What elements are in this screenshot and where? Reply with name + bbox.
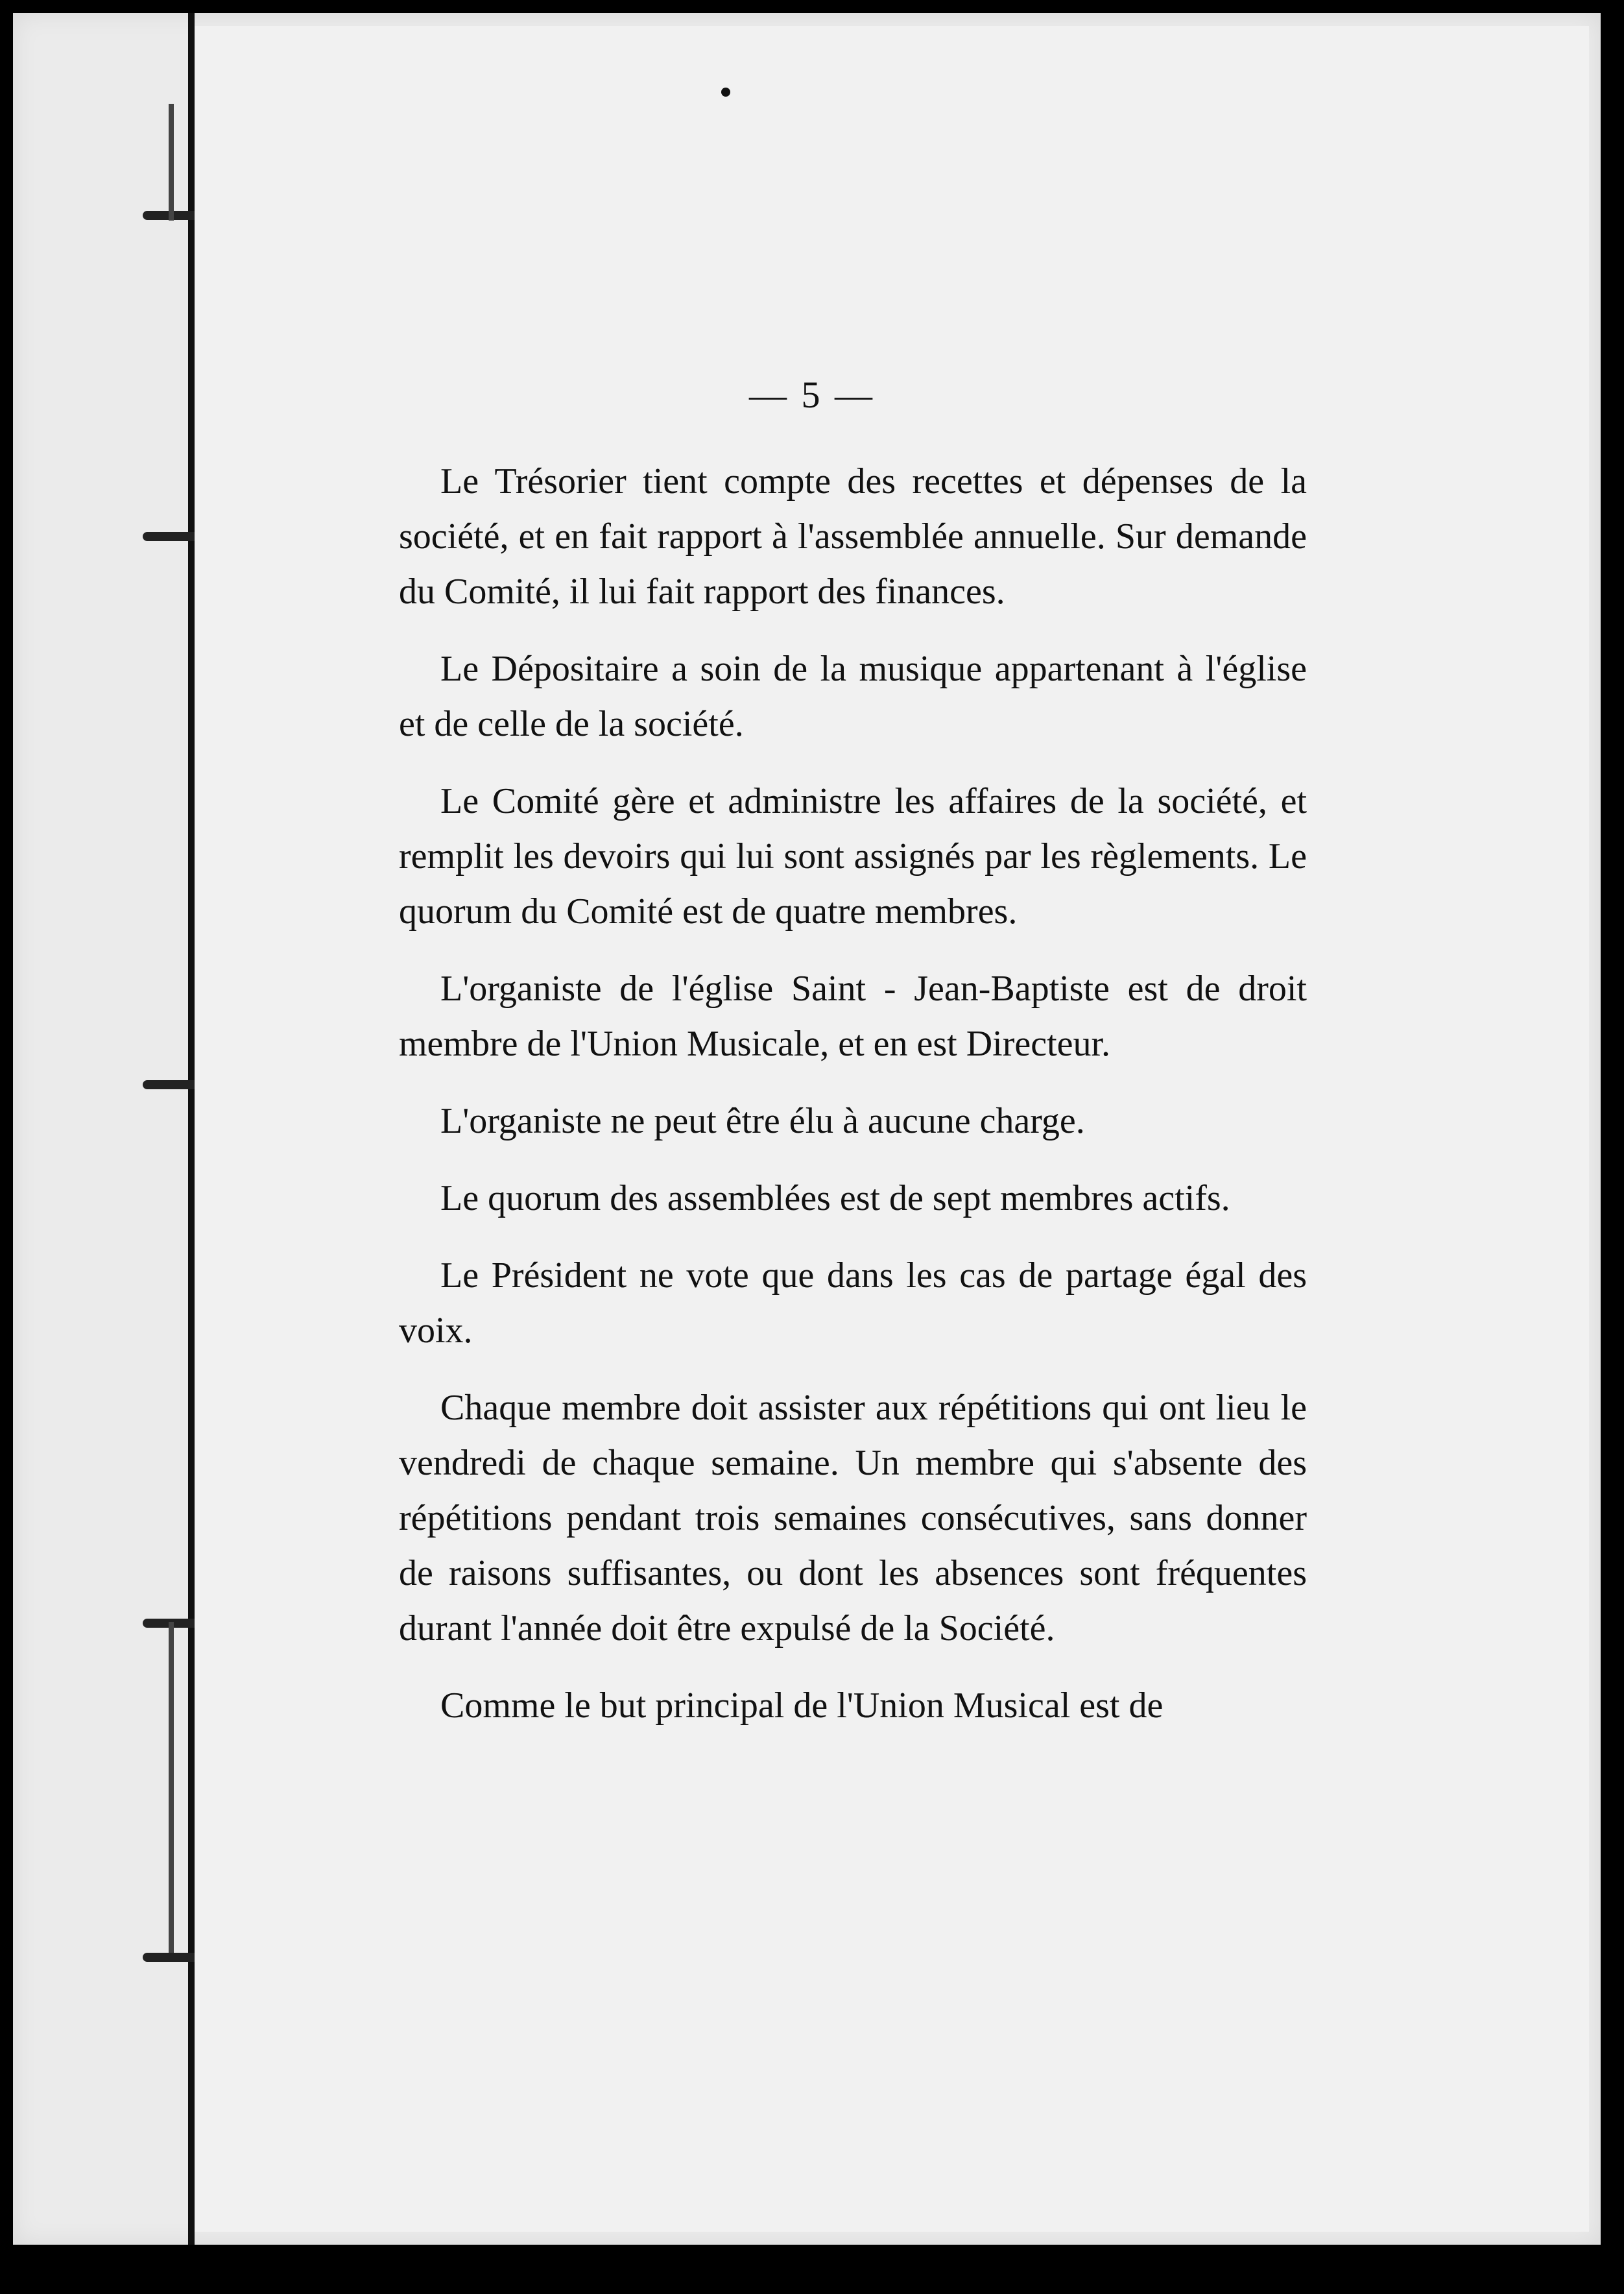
paragraph-organiste-charge: L'organiste ne peut être élu à aucune charge. — [440, 1101, 1085, 1141]
binding-thread — [169, 104, 174, 221]
paragraph-organiste-directeur: L'organiste de l'église Saint - Jean-Baptiste est de droit membre de l'Union Musicale, et en est Directeur. — [399, 969, 1307, 1064]
paragraph-quorum-assemblees: Le quorum des assemblées est de sept membres actifs. — [440, 1178, 1230, 1218]
binding-spine — [188, 13, 195, 2245]
ink-speck — [721, 88, 730, 97]
page-number: — 5 — — [749, 374, 875, 416]
binding-thread — [169, 1622, 174, 1959]
paragraph-depositaire: Le Dépositaire a soin de la musique appartenant à l'église et de celle de la société. — [399, 649, 1307, 744]
page-body — [399, 454, 1307, 1756]
paragraph-comite: Le Comité gère et administre les affaires de la société, et remplit les devoirs qui lui sont assignés par les règlements. Le quorum du Comité est de quatre membres. — [399, 781, 1307, 932]
paragraph-tresorier: Le Trésorier tient compte des recettes et dépenses de la société, et en fait rapport à l'assemblée annuelle. Sur demande du Comité, il lui fait rapport des finances. — [399, 461, 1307, 612]
paragraph-repetitions: Chaque membre doit assister aux répétitions qui ont lieu le vendredi de chaque semaine. Un membre qui s'absente des répétitions pendant trois semaines consécutives, sans donner de raisons suffisantes, ou dont les absences sont fréquentes durant l'année doit être expulsé de la Société. — [399, 1388, 1307, 1648]
paragraph-president-vote: Le Président ne vote que dans les cas de partage égal des voix. — [399, 1255, 1307, 1351]
paragraph-but-principal: Comme le but principal de l'Union Musical est de — [440, 1685, 1164, 1726]
